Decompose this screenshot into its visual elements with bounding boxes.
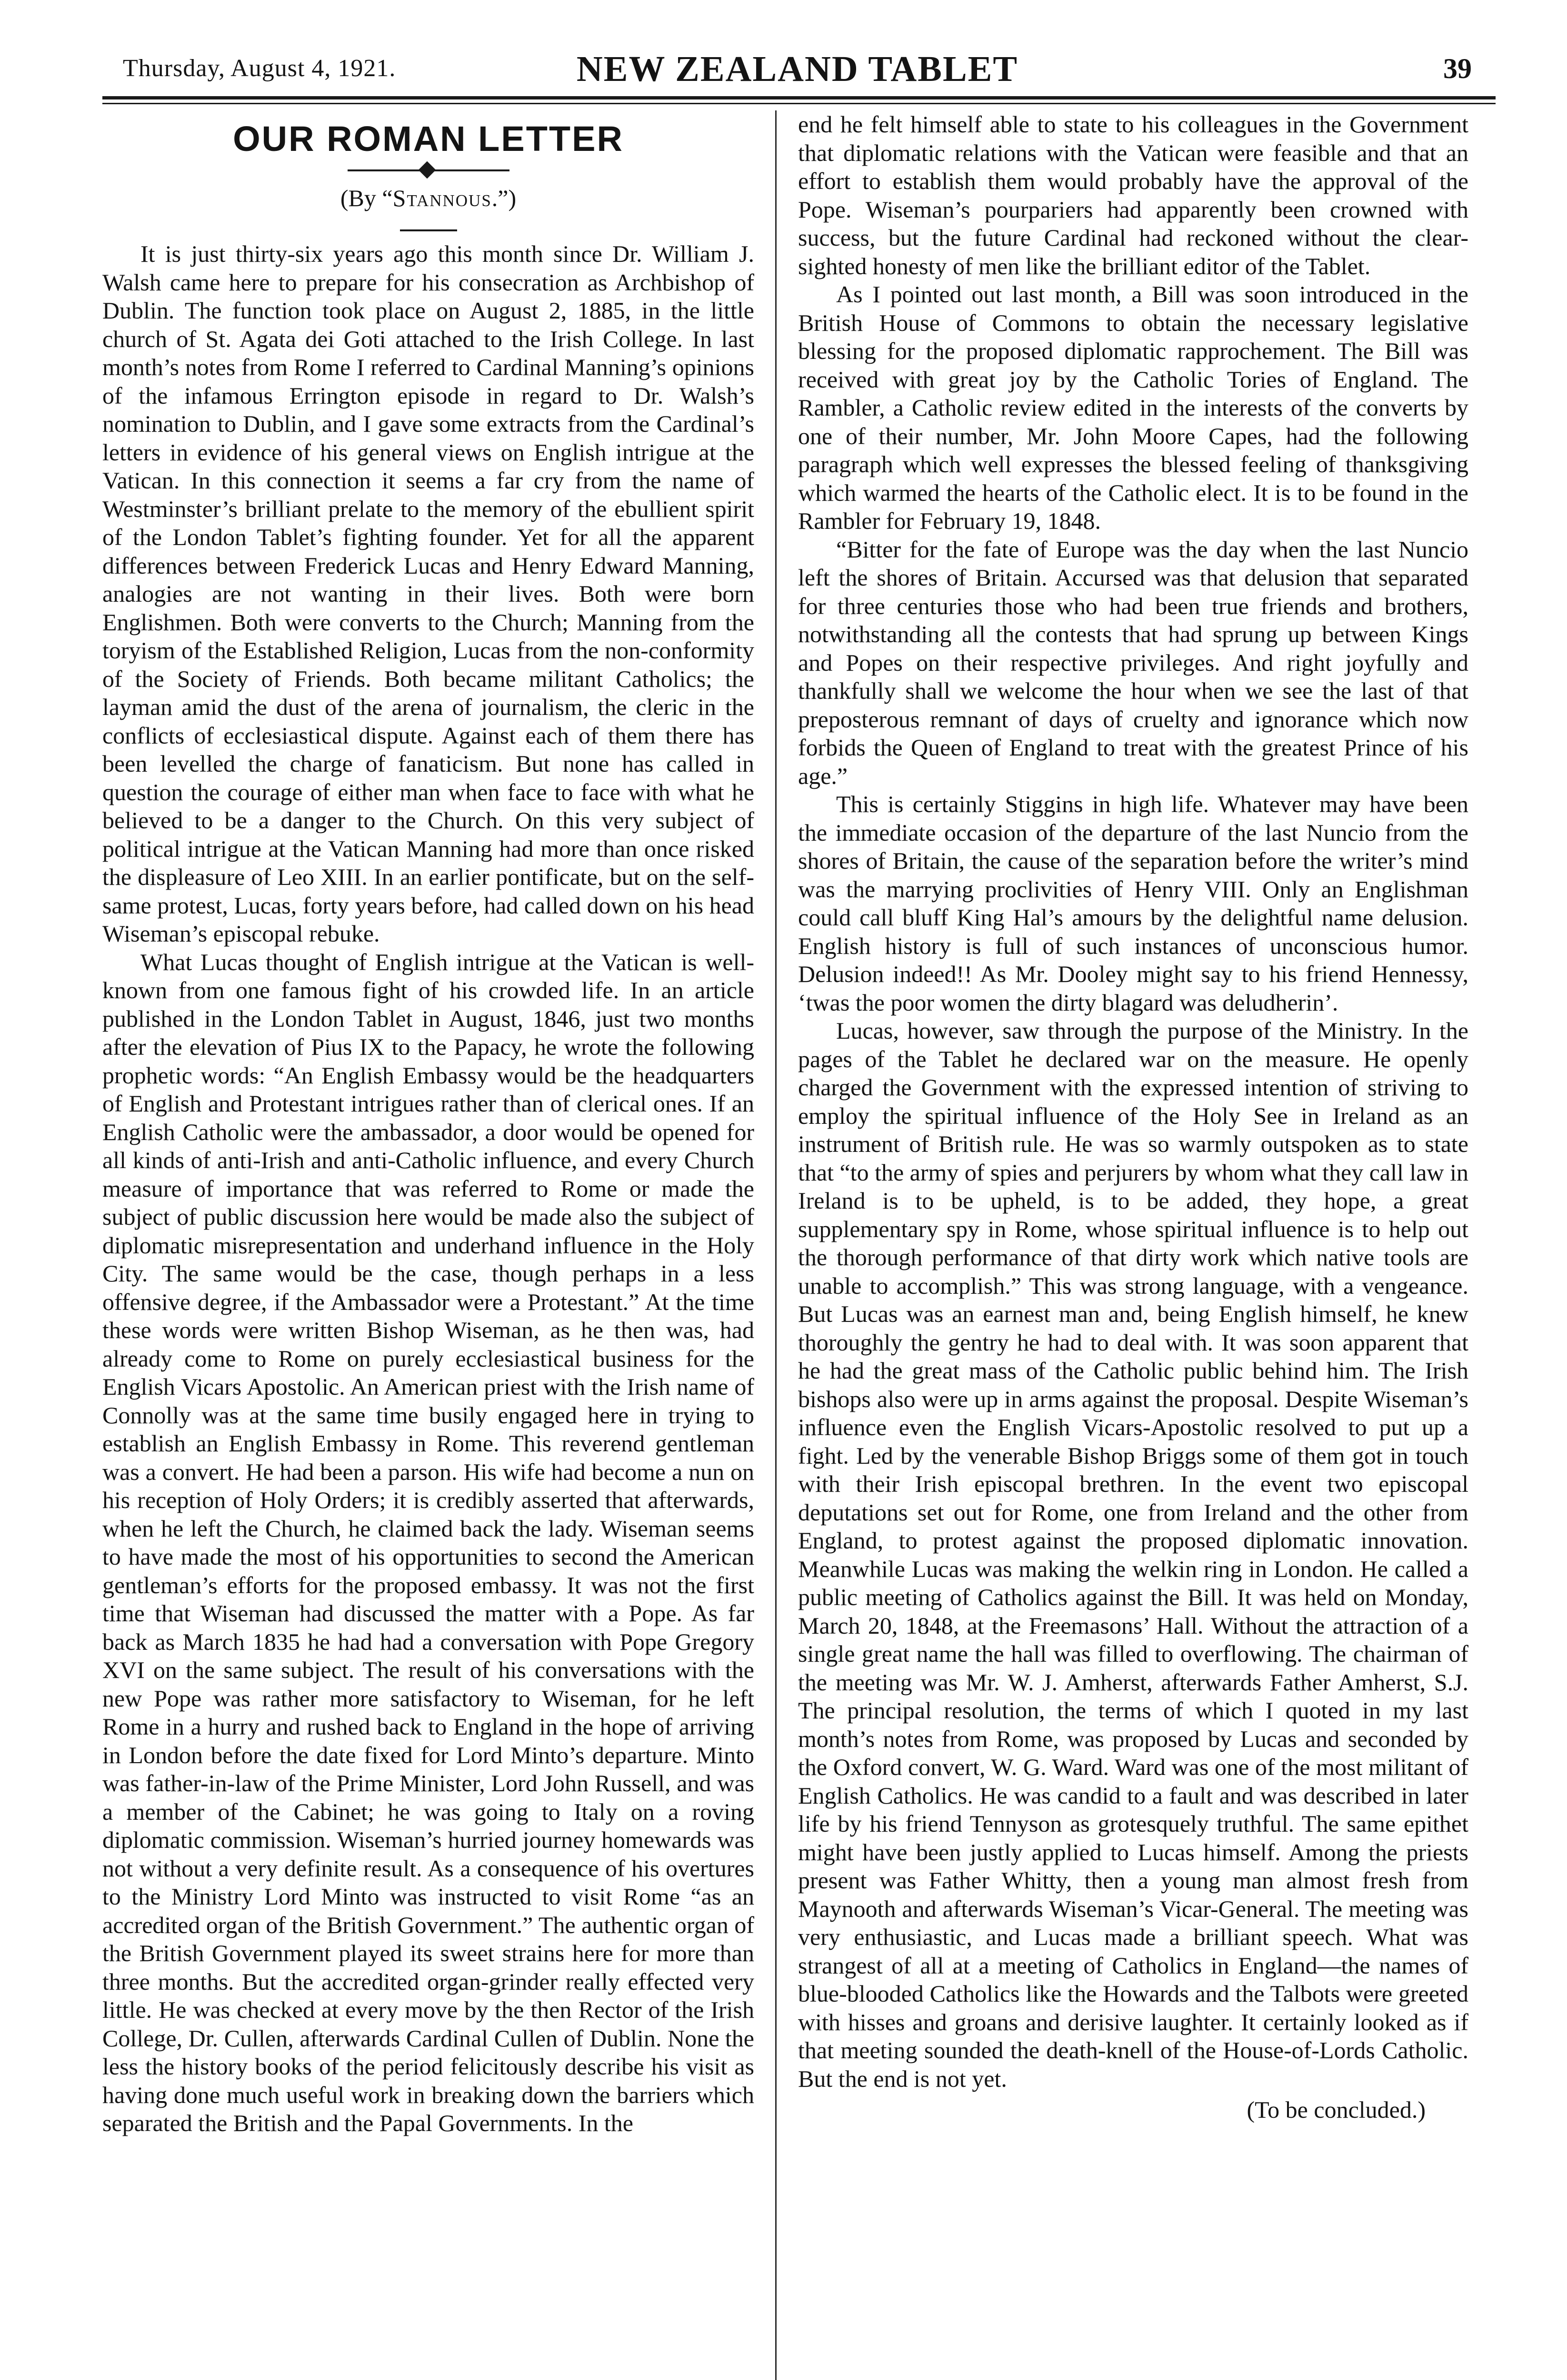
issue-date: Thursday, August 4, 1921.	[123, 55, 396, 82]
title-ornament	[348, 164, 509, 177]
article-paragraph: Lucas, however, saw through the purpose of the Ministry. In the pages of the Tablet he declared war on the measure. He openly charged the Government with the expressed intention of striving to employ the spiritual influence of the Holy See in Ireland as an instrument of British rule. He was so warmly outspoken as to state that “to the army of spies and perjurers by whom what they call law in Ireland is to be upheld, is to be added, they hope, a great supplementary spy in Rome, whose spiritual influence is to help out the thorough performance of that dirty work which native tools are unable to accomplish.” This was strong language, with a vengeance. But Lucas was an earnest man and, being English himself, he knew thoroughly the gentry he had to deal with. It was soon apparent that he had the great mass of the Catholic public behind him. The Irish bishops also were up in arms against the proposal. Despite Wiseman’s influence even the English Vicars-Apostolic resolved to put up a fight. Led by the venerable Bishop Briggs some of them got in touch with their Irish episcopal brethren. In the event two episcopal deputations set out for Rome, one from Ireland and the other from England, to protest against the proposed diplomatic innovation. Meanwhile Lucas was making the welkin ring in London. He called a public meeting of Catholics against the Bill. It was held on Monday, March 20, 1848, at the Freemasons’ Hall. Without the attraction of a single great name the hall was filled to overflowing. The chairman of the meeting was Mr. W. J. Amherst, afterwards Father Amherst, S.J. The principal resolution, the terms of which I quoted in my last month’s notes from Rome, was proposed by Lucas and seconded by the Oxford convert, W. G. Ward. Ward was one of the most militant of English Catholics. He was candid to a fault and was described in later life by his friend Tennyson as grotesquely truthful. The same epithet might have been justly applied to Lucas himself. Among the priests present was Father Whitty, then a young man almost fresh from Maynooth and afterwards Wiseman’s Vicar-General. The meeting was very enthusiastic, and Lucas made a brilliant speech. What was strangest of all at a meeting of Catholics in England—the names of blue-blooded Catholics like the Howards and the Talbots were greeted with hisses and groans and derisive laughter. It certainly looked as if that meeting sounded the death-knell of the House-of-Lords Catholic. But the end is not yet.	[798, 1017, 1468, 2092]
article-paragraph: “Bitter for the fate of Europe was the day when the last Nuncio left the shores of Britain. Accursed was that delusion that separated for three centuries those who had been true friends and brothers, notwithstanding all the contests that had sprung up between Kings and Popes on their respective privileges. And right joyfully and thankfully shall we welcome the hour when we see the last of that preposterous remnant of days of cruelty and ignorance which now forbids the Queen of England to treat with the greatest Prince of his age.”	[798, 536, 1468, 789]
continuation-note: (To be concluded.)	[1247, 2096, 1426, 2123]
page-number: 39	[1443, 53, 1472, 84]
right-column	[798, 110, 1468, 2124]
article-paragraph: As I pointed out last month, a Bill was soon introduced in the British House of Commons to obtain the necessary legislative blessing for the proposed diplomatic rapprochement. The Bill was received with great joy by the Catholic Tories of England. The Rambler, a Catholic review edited in the interests of the converts by one of their number, Mr. John Moore Capes, had the following paragraph which well expresses the blessed feeling of thanksgiving which warmed the hearts of the Catholic elect. It is to be found in the Rambler for February 19, 1848.	[798, 281, 1468, 534]
article-paragraph: What Lucas thought of English intrigue at the Vatican is well-known from one famous fight of his crowded life. In an article published in the London Tablet in August, 1846, just two months after the elevation of Pius IX to the Papacy, he wrote the following prophetic words: “An English Embassy would be the headquarters of English and Protestant intrigues rather than of clerical ones. If an English Catholic were the ambassador, a door would be opened for all kinds of anti-Irish and anti-Catholic influence, and every Church measure of importance that was referred to Rome or made the subject of public discussion here would be made also the subject of diplomatic misrepresentation and underhand influence in the Holy City. The same would be the case, though perhaps in a less offensive degree, if the Ambassador were a Protestant.” At the time these words were written Bishop Wiseman, as he then was, had already come to Rome on purely ecclesiastical business for the English Vicars Apostolic. An American priest with the Irish name of Connolly was at the same time busily engaged here in trying to establish an English Embassy in Rome. This reverend gentleman was a convert. He had been a parson. His wife had become a nun on his reception of Holy Orders; it is credibly asserted that afterwards, when he left the Church, he claimed back the lady. Wiseman seems to have made the most of his opportunities to second the American gentleman’s efforts for the proposed embassy. It was not the first time that Wiseman had discussed the matter with a Pope. As far back as March 1835 he had had a conversation with Pope Gregory XVI on the same subject. The result of his conversations with the new Pope was rather more satisfactory to Wiseman, for he left Rome in a hurry and rushed back to England in the hope of arriving in London before the date fixed for Lord Minto’s departure. Minto was father-in-law of the Prime Minister, Lord John Russell, and was a member of the Cabinet; he was going to Italy on a roving diplomatic commission. Wiseman’s hurried journey homewards was not without a very definite result. As a consequence of his overtures to the Ministry Lord Minto was instructed to visit Rome “as an accredited organ of the British Government.” The authentic organ of the British Government played its sweet strains here for more than three months. But the accredited organ-grinder really effected very little. He was checked at every move by the then Rector of the Irish College, Dr. Cullen, afterwards Cardinal Cullen of Dublin. None the less the history books of the period felicitously describe his visit as having done much useful work in breaking down the barriers which separated the British and the Papal Governments. In the	[102, 948, 754, 2136]
header-rule-thin	[102, 103, 1496, 104]
article-title: OUR ROMAN LETTER	[233, 119, 624, 159]
byline: (By “Stannous.”)	[340, 185, 517, 211]
byline-rule	[400, 229, 457, 231]
header-rule-thick	[102, 96, 1496, 99]
pen-name: Stannous	[392, 185, 492, 211]
article-paragraph: This is certainly Stiggins in high life. Whatever may have been the immediate occasion of the departure of the last Nuncio from the shores of Britain, the cause of the separation before the writer’s mind was the marrying proclivities of Henry VIII. Only an Englishman could call bluff King Hal’s amours by the delightful name delusion. English history is full of such instances of unconscious humor. Delusion indeed!! As Mr. Dooley might say to his friend Hennessy, ‘twas the poor women the dirty blagard was deludherin’.	[798, 791, 1468, 1016]
left-column	[102, 110, 754, 2138]
article-paragraph: It is just thirty-six years ago this month since Dr. William J. Walsh came here to prepare for his consecration as Archbishop of Dublin. The function took place on August 2, 1885, in the little church of St. Agata dei Goti attached to the Irish College. In last month’s notes from Rome I referred to Cardinal Manning’s opinions of the infamous Errington episode in regard to Dr. Walsh’s nomination to Dublin, and I gave some extracts from the Cardinal’s letters in evidence of his general views on English intrigue at the Vatican. In this connection it seems a far cry from the name of Westminster’s brilliant prelate to the memory of the ebullient spirit of the London Tablet’s fighting founder. Yet for all the apparent differences between Frederick Lucas and Henry Edward Manning, analogies are not wanting in their lives. Both were born Englishmen. Both were converts to the Church; Manning from the toryism of the Established Religion, Lucas from the non-conformity of the Society of Friends. Both became militant Catholics; the layman amid the dust of the arena of journalism, the cleric in the conflicts of ecclesiastical dispute. Against each of them there has been levelled the charge of fanaticism. But none has called in question the courage of either man when face to face with what he believed to be a danger to the Church. On this very subject of political intrigue at the Vatican Manning had more than once risked the displeasure of Leo XIII. In an earlier pontificate, but on the self-same protest, Lucas, forty years before, had called down on his head Wiseman’s episcopal rebuke.	[102, 240, 754, 947]
article-paragraph: end he felt himself able to state to his colleagues in the Government that diplomatic relations with the Vatican were feasible and that an effort to establish them would probably have the approval of the Pope. Wiseman’s pourpariers had apparently been crowned with success, but the future Cardinal had reckoned without the clear-sighted honesty of men like the brilliant editor of the Tablet.	[798, 111, 1468, 279]
publication-title: NEW ZEALAND TABLET	[576, 49, 1018, 89]
column-divider	[775, 110, 777, 2380]
running-header	[123, 50, 1472, 93]
